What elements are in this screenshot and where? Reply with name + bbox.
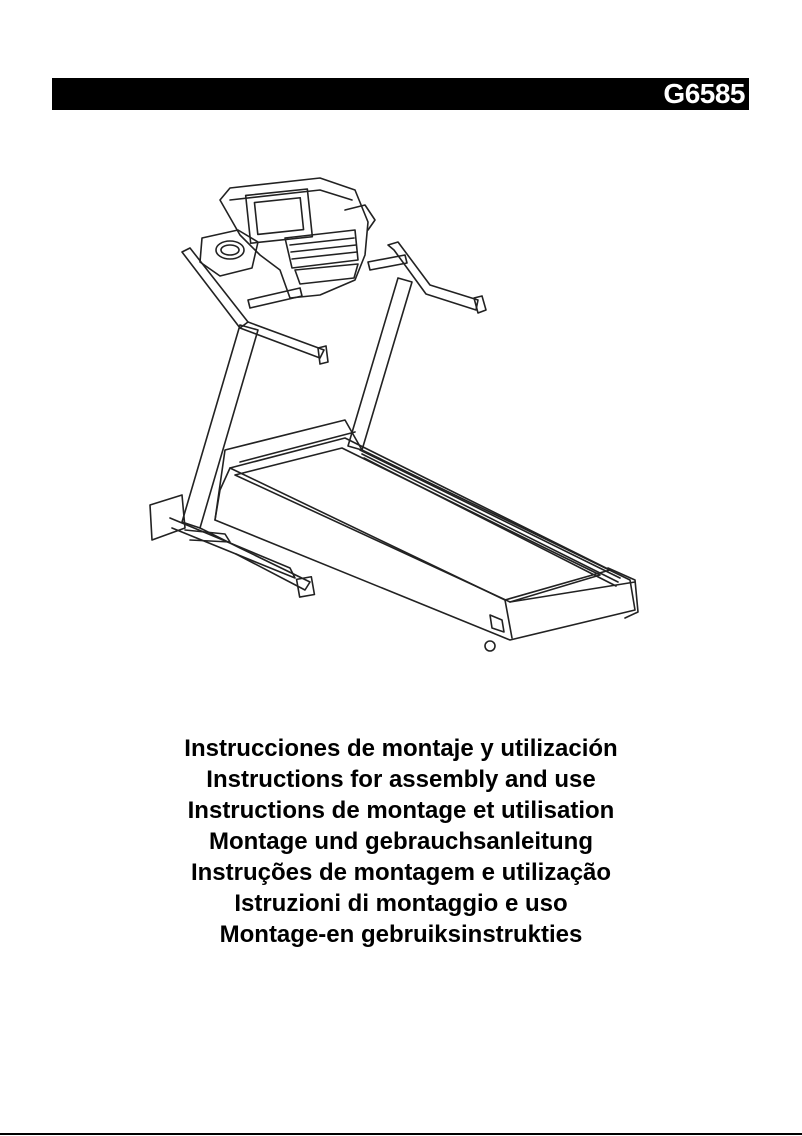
title-german: Montage und gebrauchsanleitung — [208, 828, 593, 855]
title-dutch: Montage-en gebruiksinstrukties — [219, 921, 583, 948]
console-panel — [220, 178, 375, 298]
title-block — [0, 733, 802, 950]
cup-holder — [200, 230, 258, 276]
bottom-rule — [0, 1133, 802, 1135]
title-english: Instructions for assembly and use — [206, 766, 596, 793]
title-french: Instructions de montage et utilisation — [187, 797, 615, 824]
uprights — [182, 278, 412, 528]
treadmill-illustration — [130, 150, 650, 670]
handlebars — [182, 242, 486, 364]
title-italian: Istruzioni di montaggio e uso — [234, 890, 568, 917]
model-code: G6585 — [663, 78, 745, 109]
title-portuguese: Instruções de montagem e utilização — [190, 859, 612, 886]
running-deck — [215, 420, 638, 651]
header-bar — [52, 78, 749, 110]
title-spanish: Instrucciones de montaje y utilización — [184, 735, 618, 762]
base-frame — [150, 495, 314, 597]
